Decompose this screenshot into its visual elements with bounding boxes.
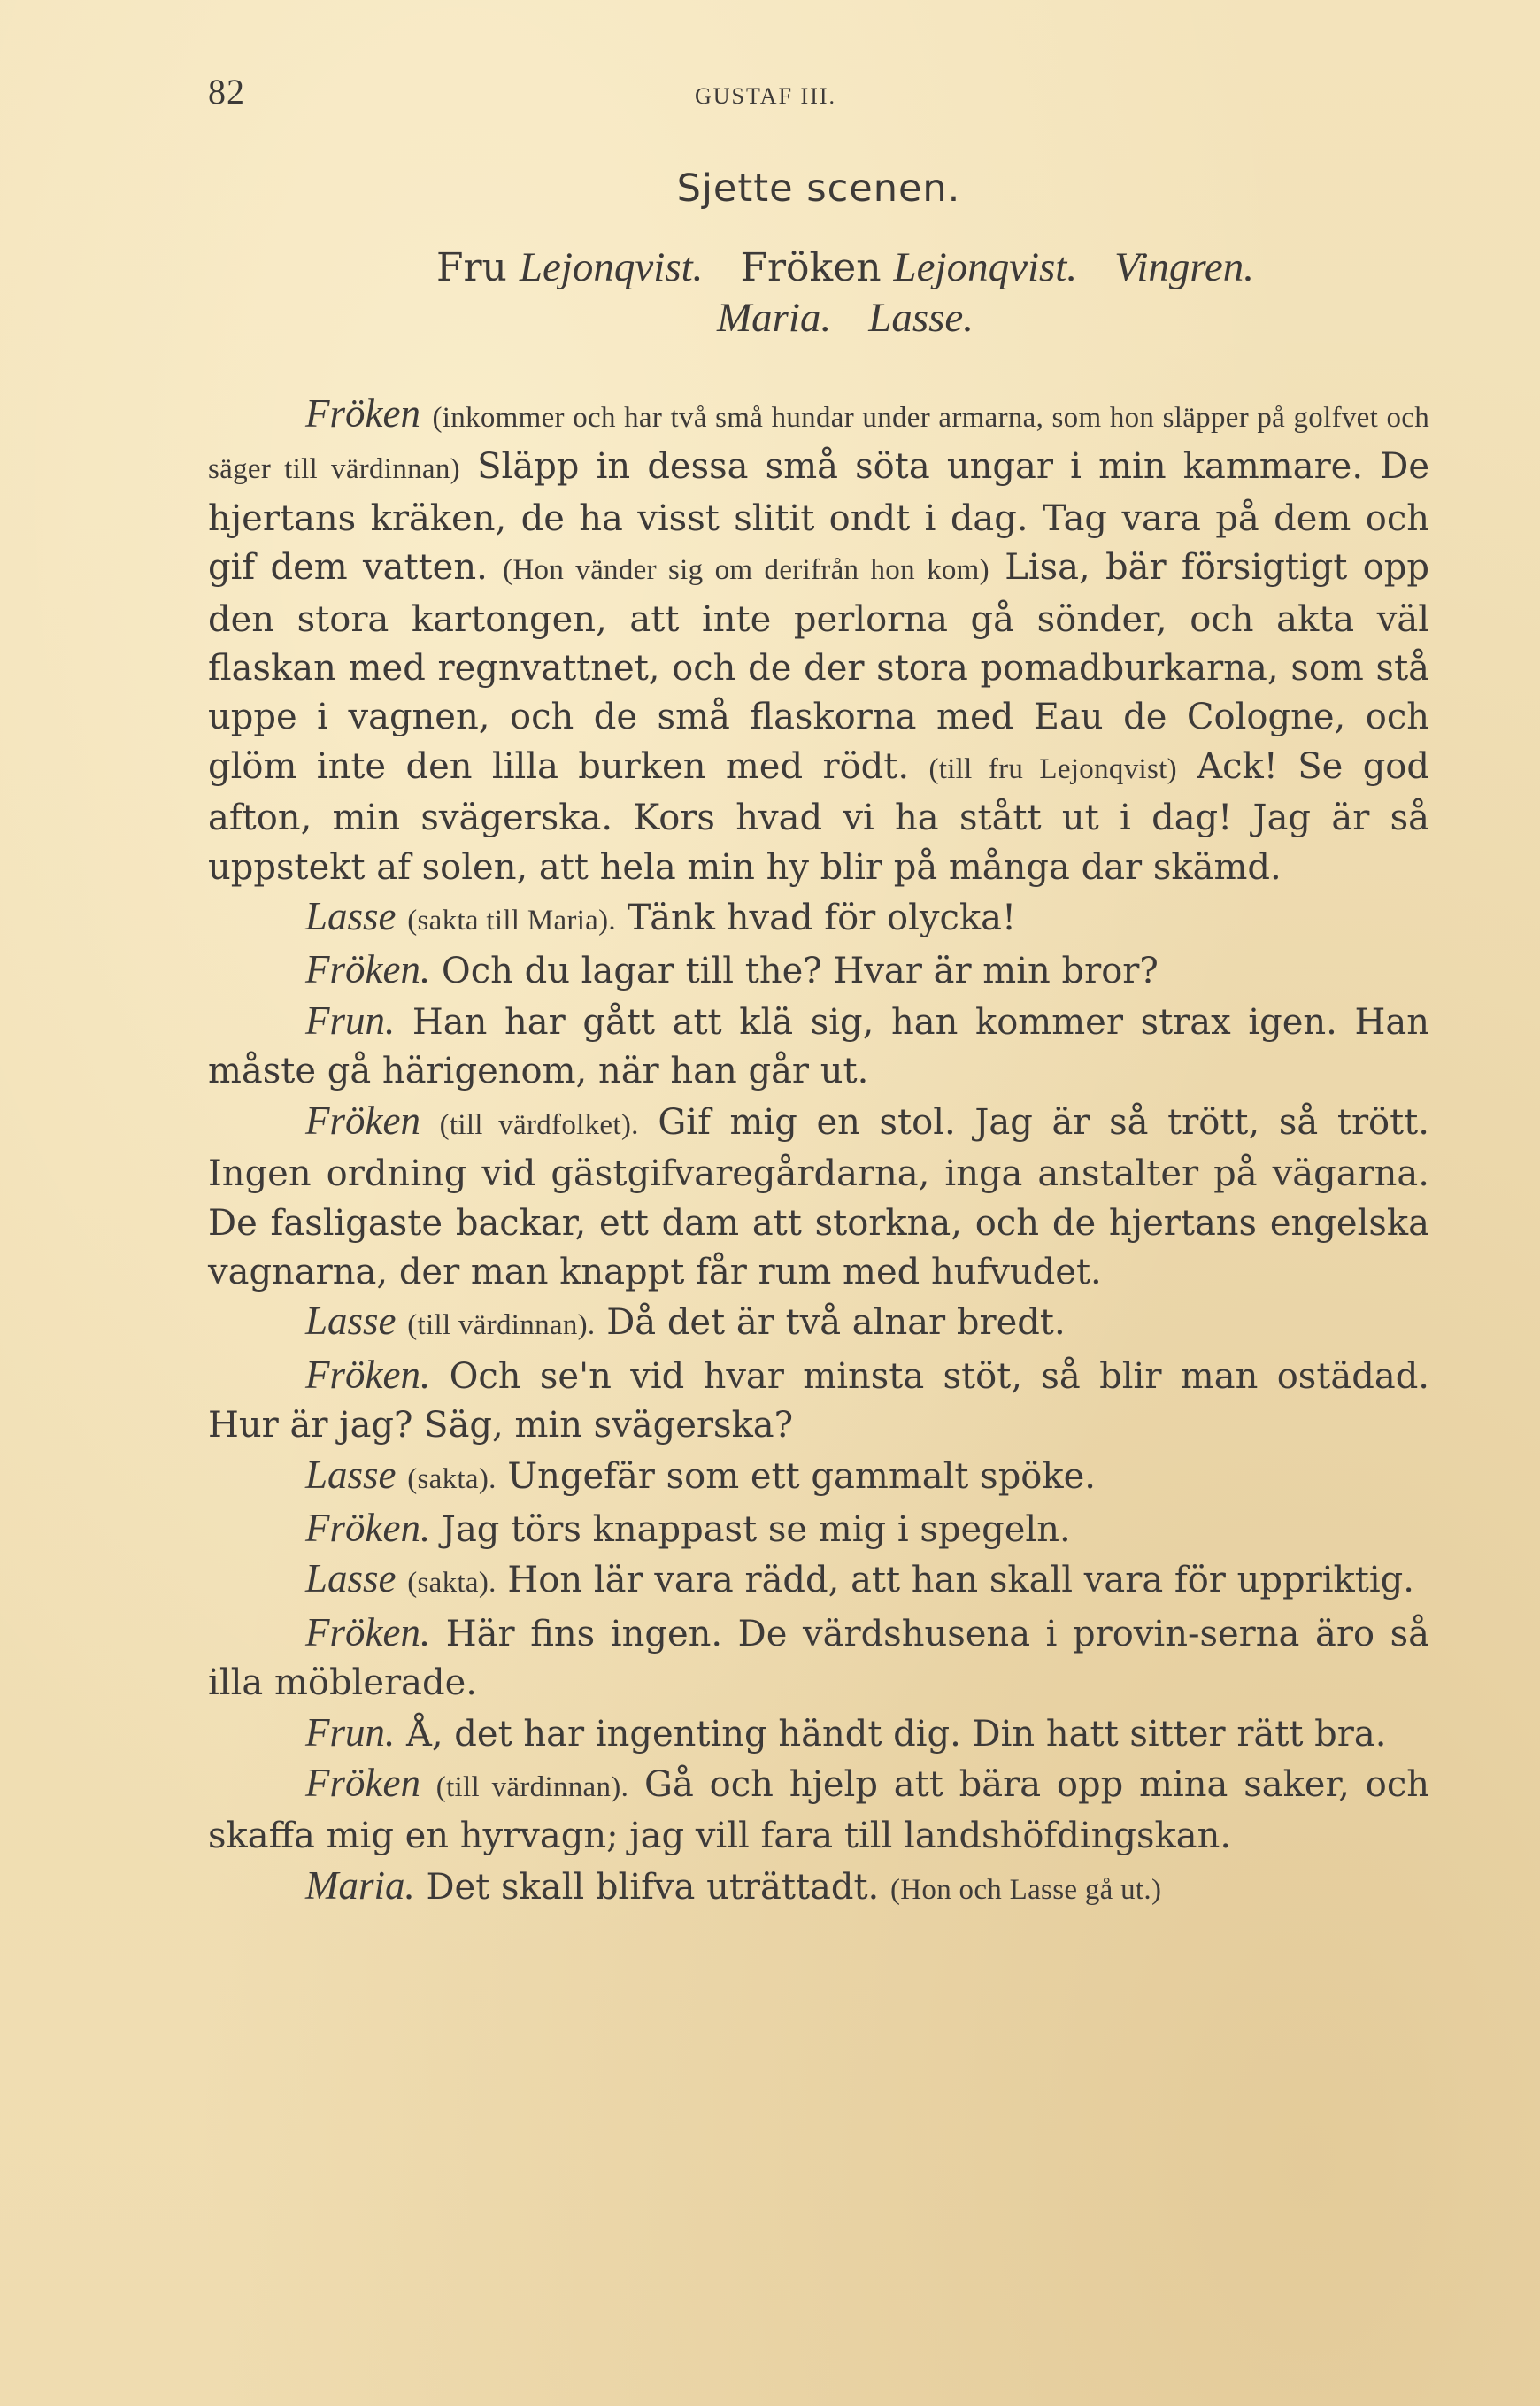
speaker-name: Fröken xyxy=(305,1760,420,1805)
speaker-name: Fröken. xyxy=(305,1609,431,1654)
speaker-name: Lasse xyxy=(305,1556,397,1601)
spoken-line: Hon lär vara rädd, att han skall vara för uppriktig. xyxy=(507,1560,1414,1601)
speaker-name: Maria. xyxy=(305,1862,415,1908)
stage-direction: (inkommer och har två små hundar under armarna, som hon släpper på golfvet och säger till värdinnan) xyxy=(208,402,1429,486)
running-head xyxy=(208,71,1429,124)
spoken-line: Lisa, bär försigtigt opp den stora kartongen, att inte perlorna gå sönder, och akta väl flaskan med regnvattnet, och de der stora pomadburkarna, som stå uppe i vagnen, och de små flaskorna med Eau de Cologne, och glöm inte den lilla burken med rödt. xyxy=(208,547,1430,787)
stage-direction: (till fru Lejonqvist) xyxy=(928,752,1177,785)
speech-paragraph xyxy=(208,1608,1429,1708)
spoken-line: Ack! Se god afton, min svägerska. Kors hvad vi ha stått ut i dag! Jag är så uppstekt af solen, att hela min hy blir på många dar skämd. xyxy=(208,745,1429,888)
spoken-line: Här fins ingen. De värdshusena i provin-serna äro så illa möblerade. xyxy=(208,1613,1430,1704)
cast-maria: Maria. xyxy=(716,295,832,341)
spoken-line: Han har gått att klä sig, han kommer strax igen. Han måste gå härigenom, när han går ut. xyxy=(208,1001,1430,1092)
spoken-line: Då det är två alnar bredt. xyxy=(606,1302,1066,1344)
stage-direction: (sakta). xyxy=(407,1567,497,1600)
spoken-line: Och se'n vid hvar minsta stöt, så blir man ostädad. Hur är jag? Säg, min svägerska? xyxy=(208,1355,1430,1446)
speaker-name: Frun. xyxy=(305,1709,396,1754)
spoken-line: Jag törs knappast se mig i spegeln. xyxy=(441,1508,1071,1550)
stage-direction: (till värdinnan). xyxy=(407,1309,596,1342)
speech-paragraph xyxy=(208,1297,1429,1350)
page-number: 82 xyxy=(208,72,245,112)
stage-direction: (sakta). xyxy=(407,1462,497,1495)
book-page xyxy=(208,71,1429,1915)
speech-paragraph xyxy=(208,1504,1429,1554)
speech-paragraph xyxy=(208,892,1429,945)
stage-direction: (Hon och Lasse gå ut.) xyxy=(889,1873,1162,1906)
speech-paragraph xyxy=(208,1759,1429,1862)
spoken-line: Å, det har ingenting händt dig. Din hatt sitter rätt bra. xyxy=(405,1713,1387,1754)
spoken-line: Släpp in dessa små söta ungar i min kammare. De hjertans kräken, de ha visst slitit ondt i dag. Tag vara på dem och gif dem vatten. xyxy=(208,446,1429,589)
spoken-line: Tänk hvad för olycka! xyxy=(627,898,1017,939)
cast-froken: Fröken Lejonqvist. xyxy=(740,244,1078,290)
speaker-name: Lasse xyxy=(305,1299,397,1344)
cast-fru: Fru Lejonqvist. xyxy=(435,244,704,290)
speaker-name: Fröken xyxy=(305,1098,420,1143)
stage-direction: (till värdfolket). xyxy=(439,1108,639,1141)
speech-paragraph xyxy=(208,1554,1429,1608)
spoken-line: Gif mig en stol. Jag är så trött, så trött. Ingen ordning vid gästgifvaregårdarna, inga anstalter på vägarna. De fasligaste backar, ett dam att storkna, och de hjertans engelska vagnarna, der man knappt får rum med hufvudet. xyxy=(208,1101,1430,1292)
speaker-name: Fröken. xyxy=(305,947,431,992)
cast-list xyxy=(208,243,1429,343)
stage-direction: (Hon vänder sig om derifrån hon kom) xyxy=(503,554,989,587)
speaker-name: Fröken xyxy=(305,391,420,436)
spoken-line: Och du lagar till the? Hvar är min bror? xyxy=(441,951,1159,992)
speech-paragraph xyxy=(208,945,1429,996)
speaker-name: Lasse xyxy=(305,894,397,939)
cast-lasse: Lasse. xyxy=(868,295,974,341)
cast-vingren: Vingren. xyxy=(1114,244,1255,290)
speech-paragraph xyxy=(208,1862,1429,1915)
speaker-name: Frun. xyxy=(305,998,396,1043)
speaker-name: Fröken. xyxy=(305,1505,431,1550)
spoken-line: Gå och hjelp att bära opp mina saker, och skaffa mig en hyrvagn; jag vill fara till landshöfdingskan. xyxy=(208,1763,1429,1857)
speech-paragraph xyxy=(208,997,1429,1097)
spoken-line: Ungefär som ett gammalt spöke. xyxy=(507,1455,1097,1497)
spoken-line: Det skall blifva uträttadt. xyxy=(426,1866,880,1908)
speech-paragraph xyxy=(208,1451,1429,1504)
speaker-name: Fröken. xyxy=(305,1352,431,1397)
speech-paragraph xyxy=(208,1708,1429,1759)
stage-direction: (sakta till Maria). xyxy=(407,905,616,937)
speech-paragraph xyxy=(208,389,1429,892)
running-title: GUSTAF III. xyxy=(694,83,837,109)
dialogue-body xyxy=(208,389,1429,1915)
speech-paragraph xyxy=(208,1351,1429,1451)
speech-paragraph xyxy=(208,1097,1429,1298)
stage-direction: (till värdinnan). xyxy=(435,1770,629,1803)
speaker-name: Lasse xyxy=(305,1452,397,1497)
scene-heading: Sjette scenen. xyxy=(676,166,961,211)
